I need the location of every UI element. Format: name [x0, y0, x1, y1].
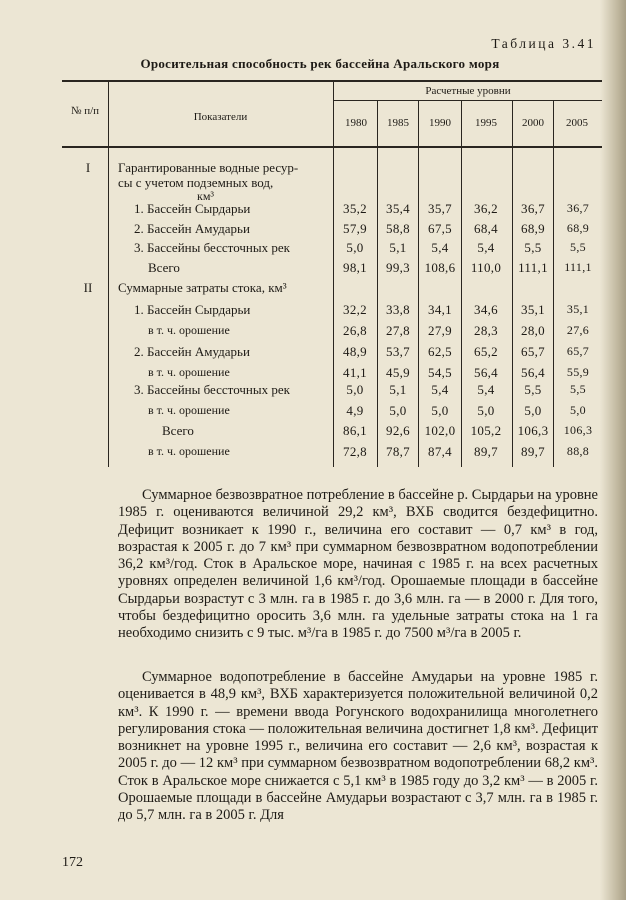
value-cell: 5,5 [524, 240, 542, 255]
value-cell: 99,3 [386, 260, 410, 275]
value-cell: 35,1 [566, 302, 590, 316]
section-title-line: Гарантированные водные ресур- [118, 160, 299, 175]
section-roman: II [83, 280, 93, 295]
value-cell: 68,9 [521, 221, 545, 236]
value-cell: 35,4 [386, 201, 410, 216]
header-year-1980: 1980 [345, 117, 367, 129]
row-label: 1. Бассейн Сырдарьи [134, 201, 251, 216]
value-cell: 36,2 [474, 201, 498, 216]
header-year-1995: 1995 [475, 117, 497, 129]
value-cell: 56,4 [521, 365, 545, 380]
col-divider-1 [108, 81, 109, 467]
value-cell: 55,9 [566, 365, 590, 379]
value-cell: 98,1 [343, 260, 367, 275]
value-cell: 78,7 [386, 444, 410, 459]
paragraph: Суммарное безвозвратное потребление в бассейне р. Сырдарьи на уровне 1985 г. оцениваются величиной 29,2 км³, ВХБ сводится бездефицитно. Дефицит возникает к 1990 г., величина его составит — 0,7 км³ в год, возрастая к 2005 г. до 7 км³ при суммарном безвозвратном водопотреблении 36,2 км³/год. Сток в Аральское море, начиная с 1985 г. на всех расчетных уровнях определен величиной 1,6 км³/год. Орошаемые площади в бассейне Сырдарьи возрастут с 3 млн. га в 1985 г. до 3,6 млн. га — в 2000 г. Для того, чтобы бездефицитно оросить 3,6 млн. га удельные затраты стока на 1 га необходимо снизить с 9 тыс. м³/га в 1985 г. до 7500 м³/га в 2005 г. [118, 487, 598, 642]
value-cell: 105,2 [470, 423, 502, 438]
value-cell: 48,9 [343, 344, 367, 359]
value-cell: 5,4 [431, 240, 449, 255]
value-cell: 5,0 [431, 403, 449, 418]
value-cell: 4,9 [346, 403, 364, 418]
header-year-1985: 1985 [387, 117, 409, 129]
table-label: Таблица 3.41 [491, 36, 596, 51]
value-cell: 5,0 [524, 403, 542, 418]
value-cell: 5,1 [389, 382, 407, 397]
value-cell: 65,7 [521, 344, 545, 359]
table-title: Оросительная способность рек бассейна Аральского моря [140, 56, 500, 71]
value-cell: 35,1 [521, 302, 545, 317]
value-cell: 5,0 [346, 240, 364, 255]
value-cell: 65,7 [566, 344, 590, 358]
value-cell: 72,8 [343, 444, 367, 459]
section-roman: I [85, 160, 91, 175]
value-cell: 102,0 [424, 423, 456, 438]
value-cell: 5,0 [477, 403, 495, 418]
value-cell: 86,1 [343, 423, 367, 438]
value-cell: 106,3 [563, 423, 593, 437]
row-label: 2. Бассейн Амударьи [134, 221, 250, 236]
value-cell: 36,7 [521, 201, 545, 216]
value-cell: 68,4 [474, 221, 498, 236]
header-year-2005: 2005 [566, 117, 588, 129]
col-divider-6 [512, 101, 513, 467]
value-cell: 89,7 [521, 444, 545, 459]
header-indicator: Показатели [193, 111, 248, 123]
value-cell: 27,9 [428, 323, 452, 338]
value-cell: 27,6 [566, 323, 590, 337]
value-cell: 34,6 [474, 302, 498, 317]
value-cell: 5,5 [570, 240, 586, 254]
value-cell: 41,1 [343, 365, 367, 380]
value-cell: 111,1 [518, 260, 548, 275]
value-cell: 57,9 [343, 221, 367, 236]
paragraph: Суммарное водопотребление в бассейне Амударьи на уровне 1985 г. оценивается в 48,9 км³, ВХБ характеризуется положительной величиной 0,2 км³. К 1990 г. — времени ввода Рогунского водохранилища многолетнего регулирования стока — положительная величина достигнет 1,8 км³. Дефицит возникнет на уровне 1995 г., величина его составит — 2,6 км³, возрастая к 2005 г. до — 12 км³ при суммарном безвозвратном водопотреблении 68,2 км³. Сток в Аральское море снижается с 5,1 км³ в 1985 году до 3,2 км³ — в 2005 г. Орошаемые площади в бассейне Амударьи возрастают с 3,7 млн. га в 1985 г. до 5,7 млн. га в 2005 г. Для [118, 669, 598, 824]
value-cell: 54,5 [428, 365, 452, 380]
value-cell: 5,4 [431, 382, 449, 397]
value-cell: 32,2 [343, 302, 367, 317]
value-cell: 35,7 [428, 201, 452, 216]
row-label: 3. Бассейны бессточных рек [134, 240, 290, 255]
row-label: в т. ч. орошение [148, 403, 230, 417]
page-edge-shadow [600, 0, 626, 900]
value-cell: 58,8 [386, 221, 410, 236]
value-cell: 106,3 [517, 423, 549, 438]
value-cell: 110,0 [470, 260, 502, 275]
value-cell: 111,1 [564, 260, 592, 274]
row-label: в т. ч. орошение [148, 323, 230, 337]
value-cell: 5,0 [570, 403, 586, 417]
value-cell: 5,5 [524, 382, 542, 397]
value-cell: 28,3 [474, 323, 498, 338]
value-cell: 62,5 [428, 344, 452, 359]
value-cell: 67,5 [428, 221, 452, 236]
value-cell: 28,0 [521, 323, 545, 338]
value-cell: 68,9 [566, 221, 590, 235]
value-cell: 45,9 [386, 365, 410, 380]
col-divider-2 [333, 81, 334, 467]
value-cell: 27,8 [386, 323, 410, 338]
page-number: 172 [62, 855, 83, 870]
value-cell: 108,6 [424, 260, 456, 275]
row-label: Всего [162, 423, 194, 438]
value-cell: 5,4 [477, 382, 495, 397]
value-cell: 5,0 [346, 382, 364, 397]
header-year-2000: 2000 [522, 117, 544, 129]
header-no: № п/п [70, 105, 100, 117]
value-cell: 88,8 [566, 444, 590, 458]
col-divider-4 [418, 101, 419, 467]
header-year-1990: 1990 [429, 117, 451, 129]
value-cell: 87,4 [428, 444, 452, 459]
value-cell: 89,7 [474, 444, 498, 459]
value-cell: 56,4 [474, 365, 498, 380]
value-cell: 33,8 [386, 302, 410, 317]
value-cell: 92,6 [386, 423, 410, 438]
value-cell: 5,5 [570, 382, 586, 396]
value-cell: 35,2 [343, 201, 367, 216]
value-cell: 36,7 [566, 201, 590, 215]
section-title-line: Суммарные затраты стока, км³ [118, 280, 287, 295]
section-title-line: сы с учетом подземных вод, [118, 175, 274, 190]
value-cell: 5,4 [477, 240, 495, 255]
col-divider-3 [377, 101, 378, 467]
row-label: 3. Бассейны бессточных рек [134, 382, 290, 397]
value-cell: 26,8 [343, 323, 367, 338]
header-bottom-rule [62, 146, 602, 148]
value-cell: 65,2 [474, 344, 498, 359]
header-levels: Расчетные уровни [425, 85, 511, 97]
table-top-rule [62, 80, 602, 82]
row-label: 1. Бассейн Сырдарьи [134, 302, 251, 317]
value-cell: 5,1 [389, 240, 407, 255]
value-cell: 5,0 [389, 403, 407, 418]
row-label: в т. ч. орошение [148, 444, 230, 458]
levels-under-rule [334, 100, 602, 101]
row-label: Всего [148, 260, 180, 275]
section-title-line: км³ [197, 189, 215, 203]
row-label: 2. Бассейн Амударьи [134, 344, 250, 359]
row-label: в т. ч. орошение [148, 365, 230, 379]
col-divider-5 [461, 101, 462, 467]
value-cell: 53,7 [386, 344, 410, 359]
value-cell: 34,1 [428, 302, 452, 317]
col-divider-7 [553, 101, 554, 467]
